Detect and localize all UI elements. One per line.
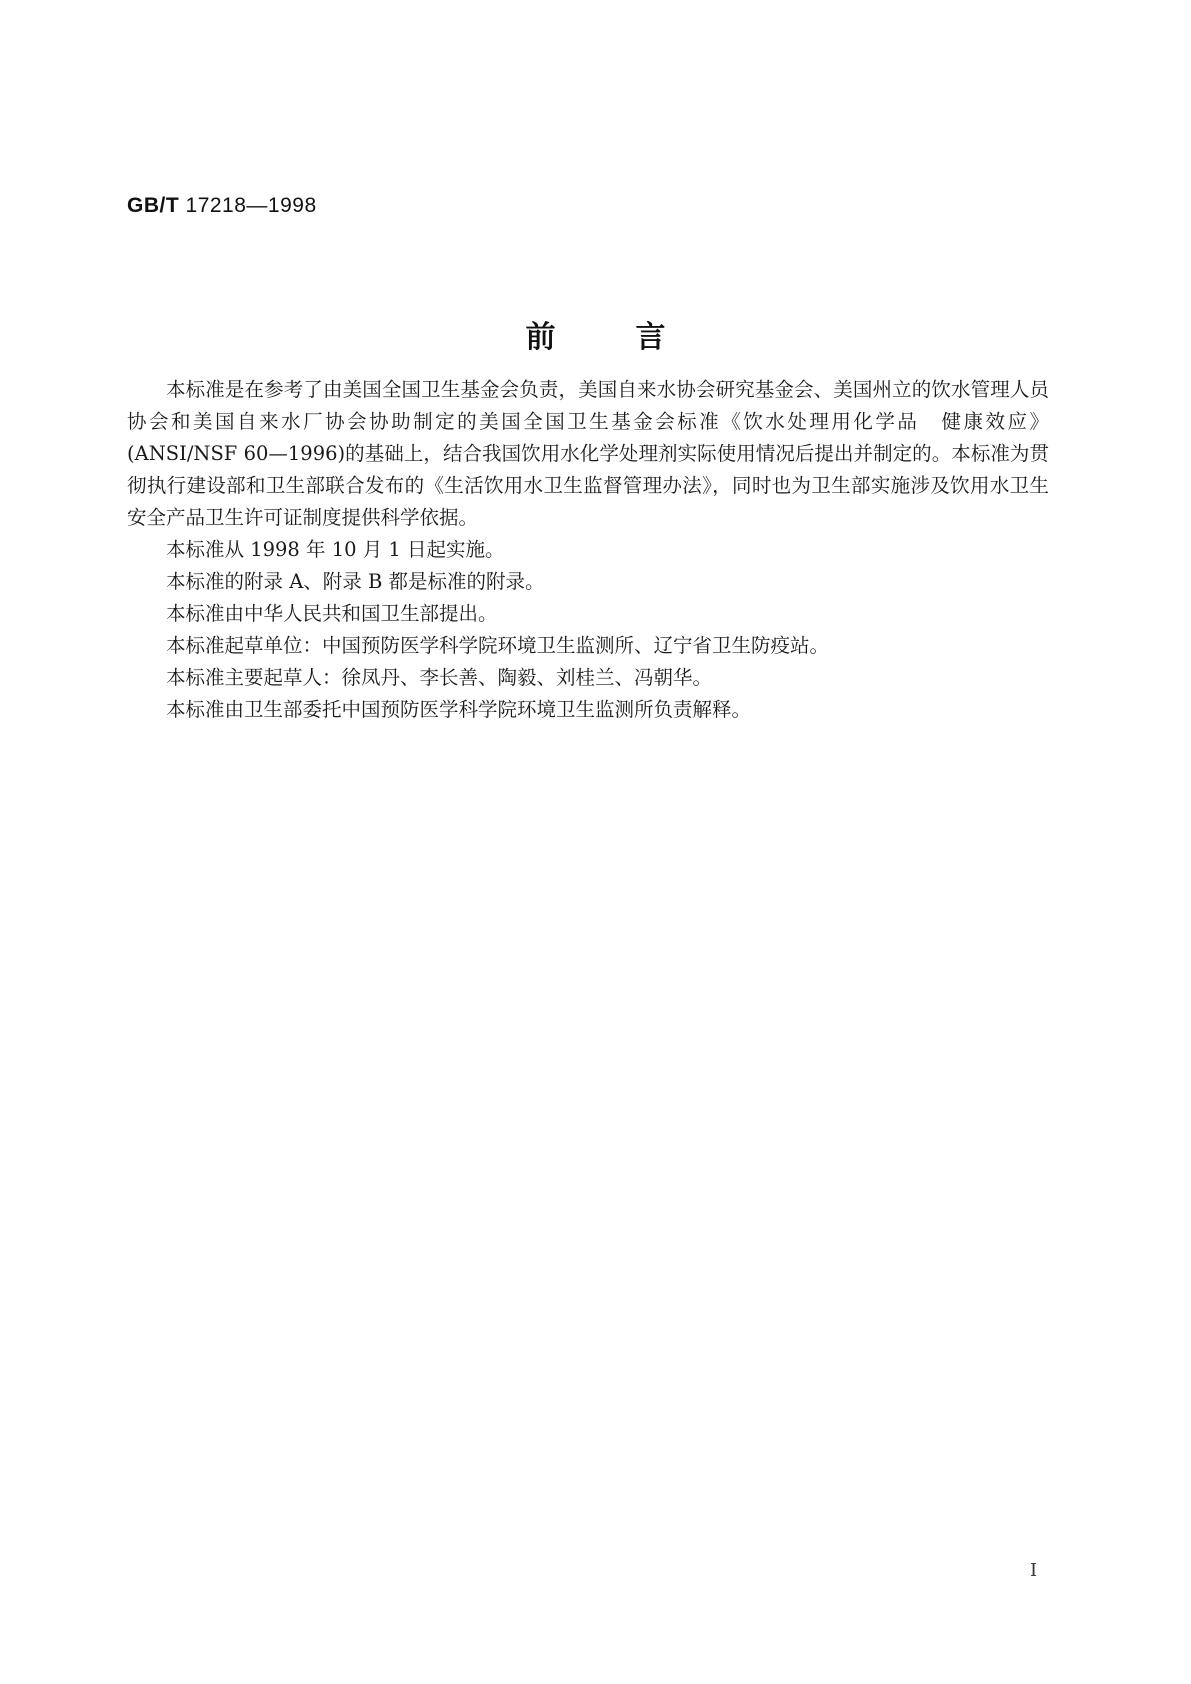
paragraph-drafters: 本标准主要起草人：徐凤丹、李长善、陶毅、刘桂兰、冯朝华。 <box>166 666 713 689</box>
paragraph-appendices: 本标准的附录 A、附录 B 都是标准的附录。 <box>166 570 545 593</box>
paragraph-effective-date: 本标准从 1998 年 10 月 1 日起实施。 <box>166 538 505 561</box>
foreword-body <box>127 374 1049 726</box>
paragraph-interpretation: 本标准由卫生部委托中国预防医学科学院环境卫生监测所负责解释。 <box>166 698 752 721</box>
paragraph-drafting-units: 本标准起草单位：中国预防医学科学院环境卫生监测所、辽宁省卫生防疫站。 <box>166 634 830 657</box>
page-number: I <box>1030 1560 1038 1581</box>
paragraph-proposer: 本标准由中华人民共和国卫生部提出。 <box>166 602 498 625</box>
standard-number: 17218—1998 <box>185 194 317 217</box>
page-title: 前言 <box>525 320 746 355</box>
standard-code <box>127 194 317 218</box>
paragraph-intro: 本标准是在参考了由美国全国卫生基金会负责，美国自来水协会研究基金会、美国州立的饮水管理人员协会和美国自来水厂协会协助制定的美国全国卫生基金会标准《饮水处理用化学品 健康效应》(ANSI/NSF 60—1996)的基础上，结合我国饮用水化学处理剂实际使用情况后提出并制定的。本标准为贯彻执行建设部和卫生部联合发布的《生活饮用水卫生监督管理办法》，同时也为卫生部实施涉及饮用水卫生安全产品卫生许可证制度提供科学依据。 <box>127 378 1049 529</box>
standard-prefix: GB/T <box>127 194 180 217</box>
